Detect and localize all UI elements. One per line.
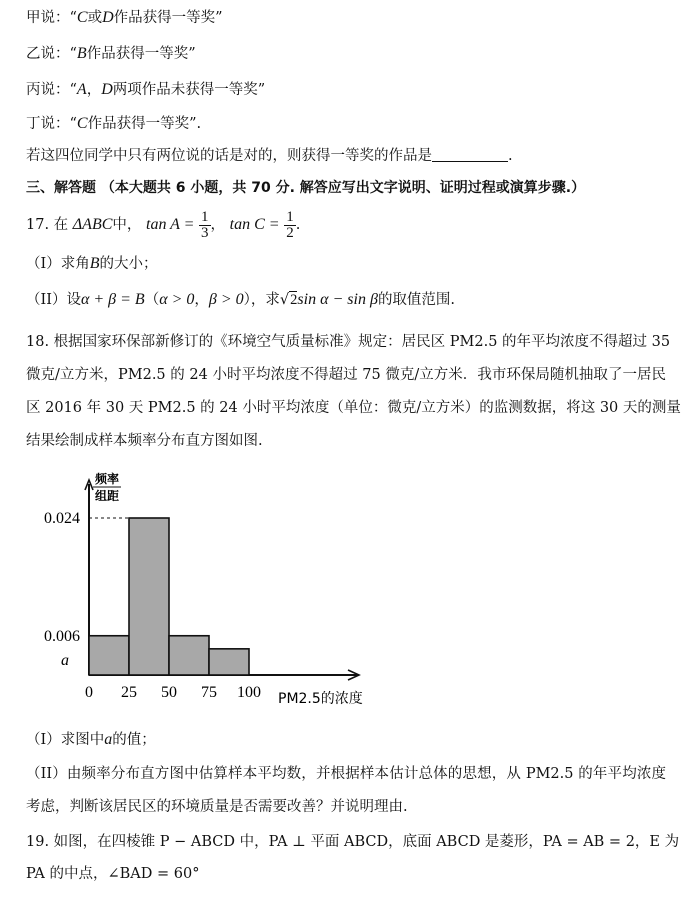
histogram-bar <box>169 636 209 675</box>
question-18-part2-line-2: 考虑，判断该居民区的环境质量是否需要改善？并说明理由. <box>26 799 408 815</box>
question-18-line-1: 18. 根据国家环保部新修订的《环境空气质量标准》规定：居民区 PM2.5 的年平均浓度不得超过 35 <box>26 334 671 350</box>
statement-yi: 乙说：“B作品获得一等奖” <box>26 45 196 62</box>
question-19-line-1: 19. 如图，在四棱锥 P − ABCD 中，PA ⊥ 平面 ABCD，底面 ABCD 是菱形，PA = AB = 2，E 为 <box>26 834 680 850</box>
statement-bing: 丙说：“A，D两项作品未获得一等奖” <box>26 81 266 98</box>
question-18-part1: （I）求图中a的值； <box>26 731 156 748</box>
section-title: 三、解答题 （本大题共 6 小题，共 70 分. 解答应写出文字说明、证明过程或演算步骤.） <box>26 180 586 196</box>
fraction-tanA: $\frac{1}{3}$ <box>201 208 209 241</box>
x-tick-label: 75 <box>201 684 217 701</box>
x-tick-label: 50 <box>161 684 177 701</box>
fraction-tanC: $\frac{1}{2}$ <box>286 208 294 241</box>
question-19-line-2: PA 的中点，∠BAD = 60° <box>26 866 200 882</box>
question-18-line-3: 区 2016 年 30 天 PM2.5 的 24 小时平均浓度（单位：微克/立方米）的监测数据，将这 30 天的测量 <box>26 400 681 416</box>
question-16-tail: 若这四位同学中只有两位说的话是对的，则获得一等奖的作品是 . <box>26 148 513 164</box>
x-tick-label: 0 <box>85 684 93 701</box>
question-18-line-2: 微克/立方米，PM2.5 的 24 小时平均浓度不得超过 75 微克/立方米．我市环保局随机抽取了一居民 <box>26 367 666 383</box>
x-axis-label: PM2.5的浓度 <box>278 691 363 707</box>
question-17: 17. 在 ΔABC中， tan A = $\frac{1}{3}$ ， tan C = $\frac{1}{2}$ . <box>26 208 301 241</box>
question-18-line-4: 结果绘制成样本频率分布直方图如图. <box>26 433 263 449</box>
y-axis-label-denominator: 组距 <box>94 489 120 503</box>
histogram-bar <box>89 636 129 675</box>
question-17-part2: （II）设α + β = B（α > 0，β > 0），求√2sin α − sin β的取值范围. <box>26 291 456 308</box>
x-tick-label: 100 <box>237 684 261 701</box>
y-tick-label: 0.006 <box>44 627 80 645</box>
y-axis-label-numerator: 频率 <box>94 472 120 486</box>
y-tick-label: 0.024 <box>44 510 80 527</box>
question-18-part2-line-1: （II）由频率分布直方图中估算样本平均数，并根据样本估计总体的思想，从 PM2.5 的年平均浓度 <box>26 766 666 782</box>
y-tick-label: a <box>61 651 69 669</box>
histogram-bar <box>129 518 169 675</box>
statement-ding: 丁说：“C作品获得一等奖”. <box>26 115 202 132</box>
frequency-histogram <box>28 470 408 710</box>
answer-blank <box>432 147 508 162</box>
statement-jia: 甲说：“C或D作品获得一等奖” <box>26 9 223 26</box>
histogram-bar <box>209 649 249 675</box>
chart-bars <box>89 518 249 675</box>
question-17-part1: （I）求角B的大小； <box>26 255 158 272</box>
x-tick-label: 25 <box>121 684 137 701</box>
